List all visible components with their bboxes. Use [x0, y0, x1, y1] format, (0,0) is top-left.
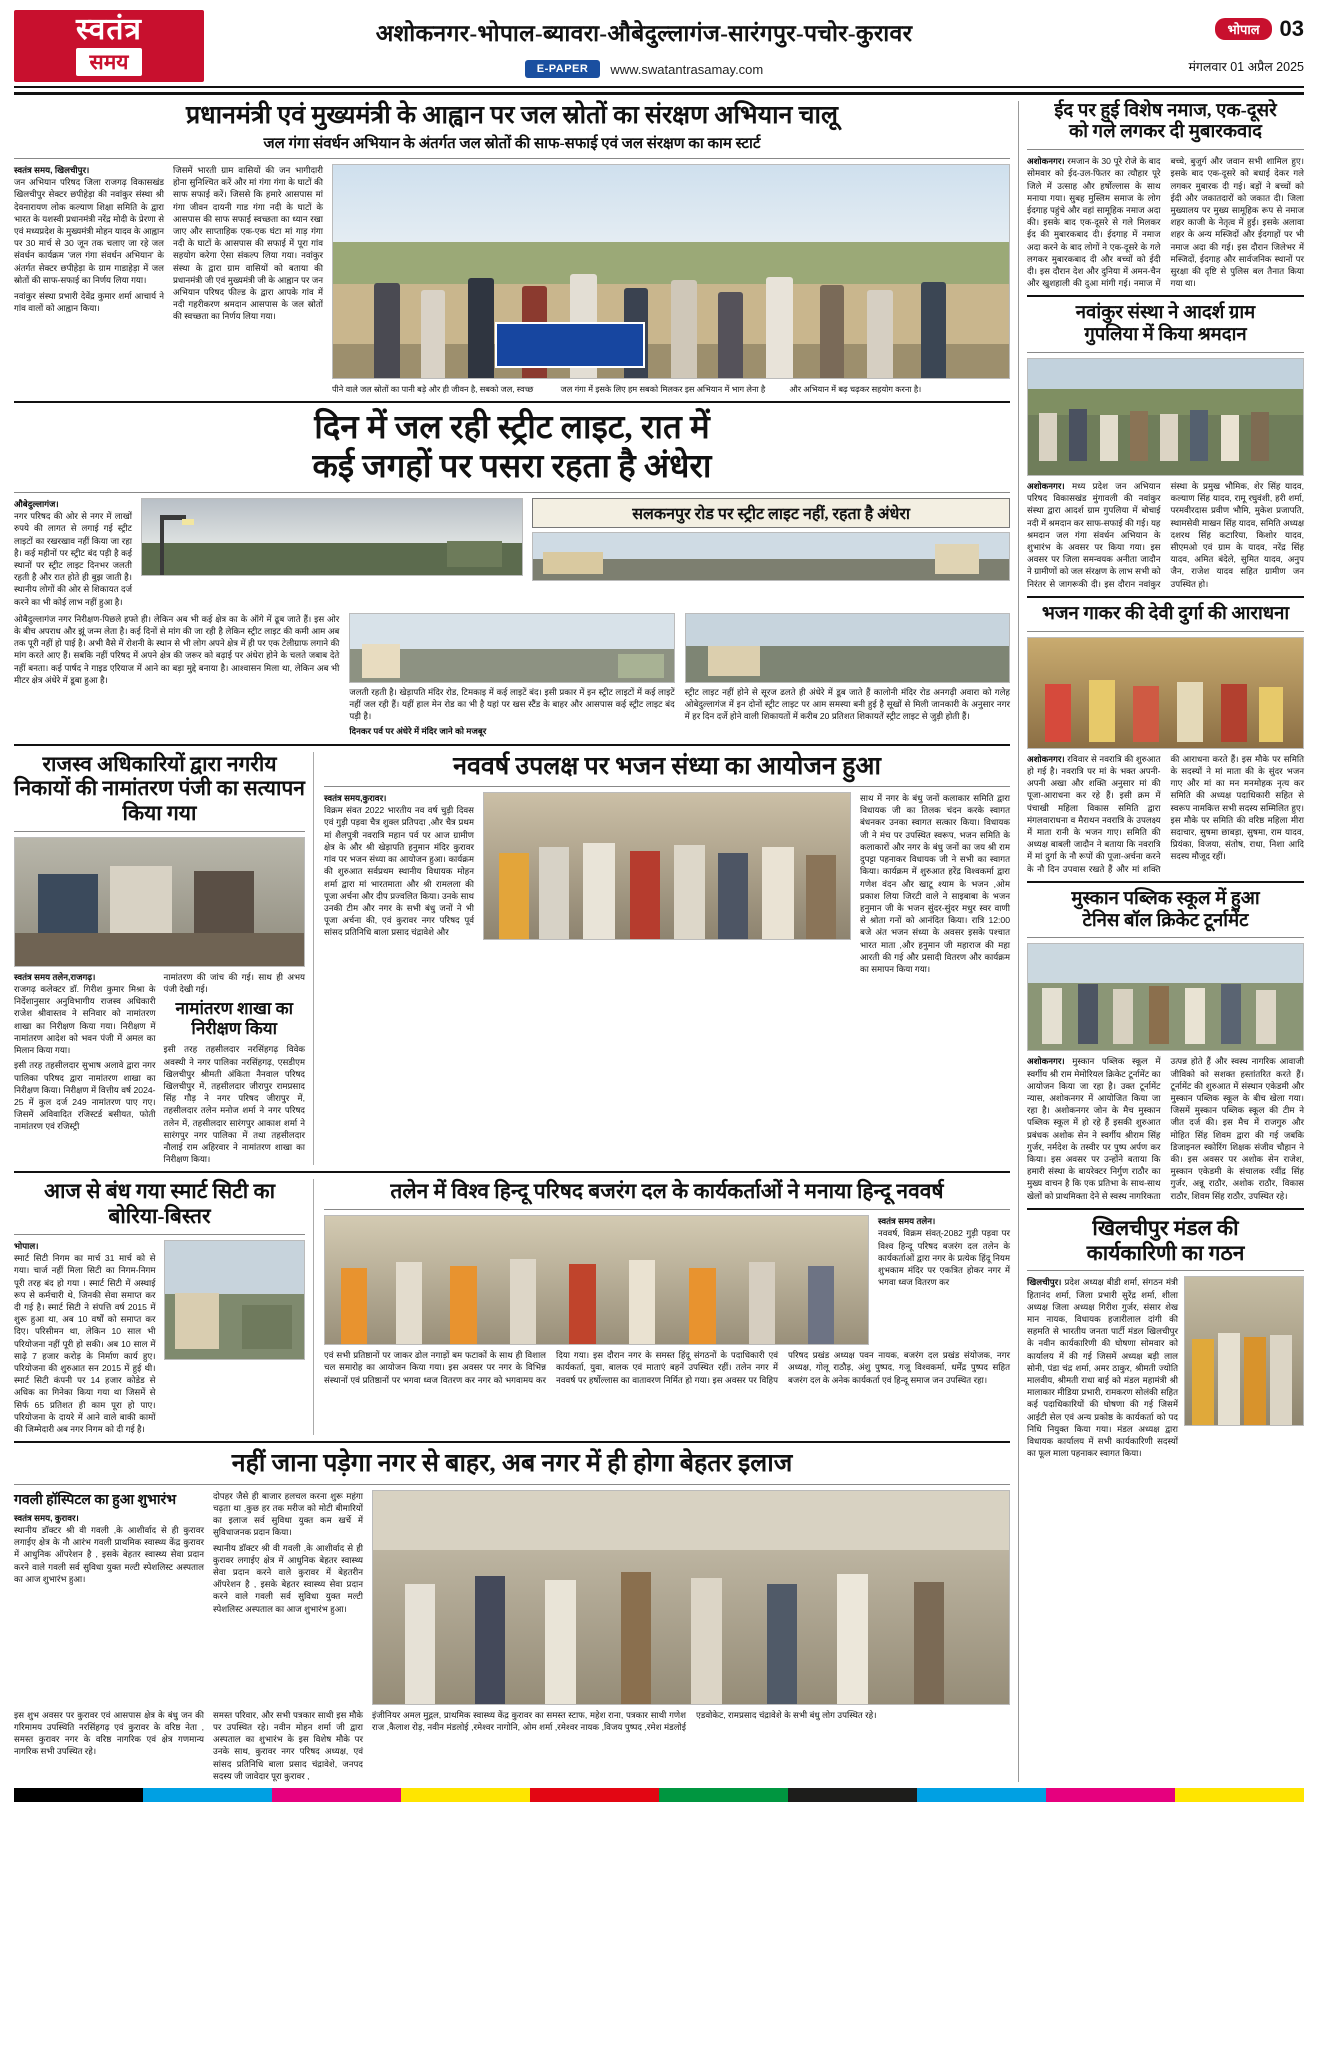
street-light-col-c: स्ट्रीट लाइट नहीं होने से सूरज ढलते ही अंधेरे में डूब जाते हैं कालोनी मंदिर रोड अनगढ़ी अवारा को गलेह ओबेदुल्लागंज में इन दोनों स्ट्रीट लाइट पर आम समस्या बनी हुई है सूखों से मिली जानकारी के अनुसार नगर में हर दिन दर्जे होने वाली शिकायतों में करीब 20 प्रतिशत शिकायतें स्ट्रीट लाइट से जुड़ी होती हैं। — [684, 686, 1010, 722]
hospital-story — [14, 1449, 1010, 1782]
revenue-dateline: स्वतंत्र समय तलेन,राजगढ़। — [14, 971, 96, 982]
durga-headline: भजन गाकर की देवी दुर्गा की आराधना — [1041, 603, 1290, 624]
main-content — [14, 101, 1010, 1782]
talen-body-1: नववर्ष, विक्रम संवत्-2082 गुड़ी पड़वा पर विश्व हिन्दू परिषद बजरंग दल तलेन के कार्यकर्ताओं द्वारा नगर के प्रत्येक हिंदू नियम शुभकाम मंदिर पर एकत्रित होकर नगर में भगवा ध्वज वितरण कर — [878, 1228, 1010, 1288]
street-light-headline-line2: कई जगहों पर पसरा रहता है अंधेरा — [312, 449, 712, 485]
khilchipur-body-text: प्रदेश अध्यक्ष बीडी शर्मा, संगठन मंत्री हितानंद शर्मा, जिला प्रभारी सुरेंद्र शर्मा, शीला अध्यक्ष जिला अध्यक्ष गिरीश गुर्जर, संसार शेख मान नायक, विधायक हजारीलाल दांगी की सहमति से भारतीय जनता पार्टी मंडल खिलचीपुर के नवीन कार्यकारिणी की घोषणा सोमवार को कार्यालय में की गई जिसमें अध्यक्ष बड़ी लाल सोनी, पंडा चंद्र शर्मा, अमर ठाकुर, श्रीमती ज्योति मालवीय, श्रीमती राधा बाई को मंडल महामंत्री श्री मालाकार मीडिया प्रभारी, रामकरण सोलंकी सहित कई पदाधिकारियों की घोषणा की गई जिसमें आईटी सेल एवं अन्य प्रकोष्ठ के कार्यकर्ता को पद निधि नियुक्त किया गया। मंडल अध्यक्ष द्वारा विधायक कार्यालय में सभी कार्यकारिणी सदस्यों का फूल माला पहनाकर स्वागत किया। — [1027, 1277, 1178, 1459]
khilchipur-headline-line2: कार्यकारिणी का गठन — [1086, 1240, 1245, 1265]
strip-dark — [788, 1788, 917, 1802]
page-body — [14, 101, 1304, 1782]
eid-body — [1027, 155, 1304, 289]
lead-caption-2: जल गंगा में इसके लिए हम सबको मिलकर इस अभियान में भाग लेना है — [560, 385, 766, 394]
bhajan-body-1: विक्रम संवत 2022 भारतीय नव वर्ष चुड़ी दिवस एवं गुड़ी पड़वा चैत्र शुक्ल प्रतिपदा ,और चैत्र प्रथम मां शैलपुत्री नवरात्रि महान पर्व पर आज ग्रामीण क्षेत्र के और श्री खेड़ापति हनुमान मंदिर कुरावर गांव पर भजन संध्या का आयोजन हुआ। कार्यक्रम की शुरुआत सर्वप्रथम स्थानीय विधायक मोहन शर्मा द्वारा मां भारतमाता और श्री रामलला की पूजा अर्चना और दीप प्रज्वलित किया। उनके साथ उनकी टीम और नगर के सभी बंधु जनों ने भी पूजा अर्चना की, एवं कुरावर नगर परिषद पूर्व सांसद प्रतिनिधि बाला प्रसाद चंद्रावेशे और — [324, 805, 474, 938]
lead-photo — [332, 164, 1010, 379]
bhajan-story — [324, 752, 1010, 1166]
street-light-headline-line1: दिन में जल रही स्ट्रीट लाइट, रात में — [314, 410, 710, 447]
talen-photo — [324, 1215, 869, 1345]
khilchipur-story — [1027, 1216, 1304, 1460]
revenue-col2-a: नामांतरण की जांच की गई। साथ ही अभय पंजी देखी गई। — [163, 971, 305, 995]
eid-headline-line2: को गले लगकर दी मुबारकवाद — [1069, 122, 1262, 143]
hospital-col-4: समस्त परिवार, और सभी पत्रकार साथी इस मौके पर उपस्थित रहे। नवीन मोहन शर्मा जी द्वारा अस्पताल का शुभारंभ के इस विशेष मौके पर उनके साथ, कुरावर नगर परिषद अध्यक्ष, एवं सांसद प्रतिनिधि बाला प्रसाद चंद्रावेशे, जनपद सदस्य जी जावेदार पूरा कुरावर , — [213, 1709, 363, 1781]
street-light-photo-4 — [685, 613, 1010, 683]
shramdan-body — [1027, 480, 1304, 590]
logo-main-text: स्वतंत्र — [75, 13, 142, 46]
cricket-dateline: अशोकनगर। — [1027, 1056, 1065, 1067]
revenue-body-1: राजगढ़ कलेक्टर डॉ. गिरीश कुमार मिश्रा के निर्देशानुसार अनुविभागीय राजस्व अधिकारी राजेश श्रीवास्तव ने सनिवार को नामांतरण शाखा का निरीक्षण किया गया। निरीक्षण में नामांतरण आदेश को भवन पंजी में अमल का मिलान किया गया। — [14, 984, 156, 1056]
talen-story — [324, 1179, 1010, 1435]
smart-city-story — [14, 1179, 314, 1435]
cricket-body — [1027, 1055, 1304, 1201]
strip-magenta — [272, 1788, 401, 1802]
hospital-photo — [372, 1490, 1010, 1705]
lower-row — [14, 1179, 1010, 1435]
city-badge: भोपाल — [1215, 18, 1271, 40]
cricket-headline-line2: टेनिस बॉल क्रिकेट टूर्नामेंट — [1082, 910, 1249, 931]
cricket-story — [1027, 889, 1304, 1202]
khilchipur-photo — [1184, 1276, 1304, 1426]
talen-body-2: एवं सभी प्रतिष्ठानों पर जाकर ढोल नगाड़ों बम फटाकों के साथ ही विशाल चल समारोह का आयोजन किया गया। इस अवसर पर नगर के विभिन्न संस्थानों एवं प्रतिष्ठानों पर भगवा ध्वज वितरण कर नगर को भगवामय कर दिया गया। इस दौरान नगर के समस्त हिंदू संगठनों के पदाधिकारी एवं कार्यकर्ता, युवा, बालक एवं माताएं बहनें उपस्थित रहीं। तलेन नगर में नववर्ष पर हर्षोल्लास का वातावरण निर्मित हो गया। इस अवसर पर विहिप परिषद प्रखंड अध्यक्ष पवन नायक, बजरंग दल प्रखंड संयोजक, नगर अध्यक्ष, गोलू राठौड़, अंशु पुष्पद, गजू विश्वकर्मा, धर्मेंद्र पुष्पद सहित बजरंग दल के अनेक कार्यकर्ता एवं हिन्दू समाज जन उपस्थित रहा। — [324, 1350, 1010, 1385]
street-light-photo-2 — [532, 532, 1010, 581]
strip-red — [530, 1788, 659, 1802]
durga-body — [1027, 753, 1304, 875]
shramdan-dateline: अशोकनगर। — [1027, 481, 1065, 492]
revenue-story — [14, 752, 314, 1166]
khilchipur-dateline: खिलचीपुर। — [1027, 1277, 1062, 1288]
strip-yellow — [401, 1788, 530, 1802]
epaper-badge[interactable]: E-PAPER — [525, 60, 601, 78]
talen-dateline: स्वतंत्र समय तलेन। — [878, 1216, 936, 1227]
street-light-col-b-sub: दिनकर पर्व पर अंधेरे में मंदिर जाने को मजबूर — [349, 726, 487, 737]
shramdan-story — [1027, 303, 1304, 589]
hospital-col-1: स्थानीय डॉक्टर श्री वी गवली ,के आशीर्वाद से ही कुरावर लगाईए क्षेत्र के नौ आरंभ गवली प्राथमिक स्वास्थ्य केंद्र कुरावर में आधुनिक ऑपरेशन है , इसके बेहतर स्वास्थ्य सेवा प्रदान करने वाले गवली सर्व सुविधा युक्त मल्टी स्पेशलिस्ट अस्पताल का आज शुभारंभ हुआ। — [14, 1524, 204, 1584]
eid-story — [1027, 101, 1304, 290]
lead-body-2: जिसमें भारती ग्राम वासियों की जन भागीदारी होना सुनिश्चित करें और मां गंगा गंगा के घाटों की साफ सफाई करें। जिससे कि हमारे आसपास मां गंगा जीवन दायनी गाड गंगा नदी के घाटों के आसपास की साफ सफाई स्वच्छता का ध्यान रखा जाए और साप्ताहिक एक-एक घंटा मां गाड़ गंगा नदी के घाटों के आसपास की सफाई में पूरा गांव सहयोग करेगा ऐसा संकल्प लिया गया। नवांकुर संस्था के द्वारा ग्राम वासियों को बताया की प्रधानमंत्री जी एवं मुख्यमंत्री जी के आह्वान पर जन अभियान परिषद फील्ड के द्वारा आपके गांव में नदी गहरीकरण श्रमदान आसपास के जल स्रोतों की स्वच्छता का निर्णय लिया गया। — [173, 165, 323, 322]
strip-green — [659, 1788, 788, 1802]
masthead — [14, 10, 1304, 88]
website-url[interactable]: www.swatantrasamay.com — [610, 61, 764, 77]
street-light-photo — [141, 498, 523, 576]
shramdan-photo — [1027, 358, 1304, 476]
mid-row — [14, 752, 1010, 1166]
strip-cyan — [143, 1788, 272, 1802]
shramdan-body-text: मध्य प्रदेश जन अभियान परिषद विकासखंड मुंगावली की नवांकुर संस्था द्वारा आदर्श ग्राम गुपलिया में बोचाई नदी में श्रमदान कर साफ-सफाई की गई। यह श्रमदान जल गंगा संवर्धन अभियान के शुभारंभ के अवसर पर किया गया। इस अवसर पर जिला समन्वयक अनीता जादौन ने ग्रामीणों को जल संरक्षण के लाभ सभी को निरंतर से जागरूकी दी। इस दौरान नवांकुर संस्था के प्रमुख भौमिक, शेर सिंह यादव, कल्याण सिंह यादव, रामू रघुवंशी, हरी शर्मा, परमवीरदास प्रवीण भौमि, मुकेश प्रजापति, स्थामसेवी माखन सिंह यादव, समिति अध्यक्ष दशरथ सिंह कटारिया, किशोर यादव, सीएमओ एवं ग्राम के यादव, नरेंद्र सिंह यादव, अमित बंदेले, सुमित यादव, अनुप जैन, राजेश यादव सहित ग्रामीण जन उपस्थित हो। — [1027, 481, 1304, 589]
right-sidebar — [1018, 101, 1304, 1782]
street-light-story — [14, 409, 1010, 738]
cricket-body-text: मुस्कान पब्लिक स्कूल में स्वर्गीय श्री राम मेमोरियल क्रिकेट टूर्नामेंट का आयोजन किया जा रहा है। उक्त टूर्नामेंट न्यास, अशोकनगर में आयोजित किया जा रहा है। अशोकनगर जोन के मैच मुस्कान पब्लिक स्कूल में हो रहे हैं इसकी शुरुआत प्रबंधक अशोक सेन ने स्वर्गीय श्रीराम सिंह गुर्जर, नर्मदेश के तस्वीर पर पुष्प अर्पण कर किया। इस अवसर पर उन्होंने बताया कि हमारी संस्था के बायरेक्टर निर्गुण राठौर का मुख्य वाचन है कि एक प्रतिभा के साथ-साथ खेलों को प्राथमिक्ता देने से स्वस्थ नागरिकता उत्पन्न होते हैं और स्वस्थ नागरिक आवाजी जीविको को सशक्त हस्तांतरित करते हैं। टूर्नामेंट की शुरुआत में संस्थान एकेडमी और मुस्कान पब्लिक स्कूल के बीच खेला गया। जिसमें मुस्कान पब्लिक स्कूल की टीम ने जीत दर्ज की। इस मैच में राजगुरु और मोहित सिंह शिवम द्वारा की गई जबकि डिजाइनल स्कोरिंग शिक्षक संजीव चौहान ने की। इस अवसर पर अशोक सेन राजेश, मुस्कान एकेडमी के संचालक रवींद्र सिंह गुर्जर, अन्नू राठौर, अशोक राठौर, विकास राठौर, शिवम सिंह राठौर, उपस्थित रहे। — [1027, 1056, 1304, 1201]
revenue-col2-b: इसी तरह तहसीलदार नरसिंहगढ़ विवेक अवस्थी ने नगर पालिका नरसिंहगढ़, एसडीएम खिलचीपुर श्रीमती अंकिता नैनवाल परिषद खिलचीपुर में, तहसीलदार जीरापुर रामप्रसाद सिंह गौड़ ने नगर परिषद जीरापुर में, तहसीलदार तलेन मनोज शर्मा ने नगर परिषद तलेन में, तहसीलदार सारंगपुर आकाश शर्मा ने सारंगपुर नगर पालिका में तथा तहसीलदार नौलाई राम अहिरवार ने नामांतरण शाखा का निरीक्षण किया। — [163, 1044, 305, 1165]
strip-yellow-2 — [1175, 1788, 1304, 1802]
lead-body-1: जन अभियान परिषद जिला राजगढ़ विकासखंड खिलचीपुर सेक्टर छपीहेड़ा की नवांकुर संस्था श्री देवनारायण लोक कल्याण शिक्षा समिति के द्वारा भारत के यशस्वी प्रधानमंत्री नरेंद्र मोदी के प्रेरणा से एवं मध्यप्रदेश के मुख्यमंत्री मोहन यादव के आह्वान पर 30 मार्च से 30 जून तक चलाए जा रहे जल संवर्धन कार्यक्रम 'जल गंगा संवर्धन अभियान' के अंतर्गत सेक्टर छपीहेड़ा के ग्राम गाडाहेड़ा में जल स्रोतों की साफ-सफाई का निर्णय लिया गया। — [14, 177, 164, 285]
street-light-dateline: औबेदुल्लागंज। — [14, 498, 59, 509]
color-registration-strip — [14, 1788, 1304, 1802]
durga-body-text: रविवार से नवरात्रि की शुरुआत हो गई है। नवरात्रि पर मां के भक्त अपनी-अपनी अखा और शक्ति अनुसार मां की पूजा-आराधना कर रहे हैं। इसी क्रम में पंचाखी महिला विकास समिति द्वारा मंगलवाराधना व मैराथन नवरात्रि के उपलक्ष्य में माता रानी के भजन गाए। समिति की अध्यक्ष बाबली जादौन ने बताया कि नवरात्रि में मां दुर्गा के नौ रूपों की पूजा-अर्चना करने के नौ दिन उपवास रखते हैं और मां शक्ति की आराधना करते हैं। इस मौके पर समिति के सदस्यों ने मां माता की के सुंदर भजन गाए और मां का मन मनमोहक नृत्य कर समिति की अध्यक्ष पदाधिकारी सहित से स्वरूप नामकित्त सभी सदस्य सम्मिलित हुए। इस मौके पर समिति की वरिष्ठ महिला मीरा सदाचार, सुषमा छाबड़ा, सुषमा, राम यादव, प्रियंका, विजया, संतोष, राधा, निशा आदि सदस्य मौजूद रहीं। — [1027, 753, 1304, 874]
smart-city-dateline: भोपाल। — [14, 1240, 39, 1251]
revenue-photo — [14, 837, 305, 967]
hospital-subhead: गवली हॉस्पिटल का हुआ शुभारंभ — [14, 1492, 177, 1508]
lead-caption-1: पीने वाले जल स्रोतों का पानी बड़े और ही जीवन है, सबको जल, स्वच्छ — [332, 385, 534, 394]
cricket-headline-line1: मुस्कान पब्लिक स्कूल में हुआ — [1071, 888, 1260, 909]
street-light-photo-3 — [349, 613, 674, 683]
newspaper-logo — [14, 10, 204, 82]
smart-city-photo — [164, 1240, 306, 1360]
hospital-headline: नहीं जाना पड़ेगा नगर से बाहर, अब नगर में ही होगा बेहतर इलाज — [231, 1450, 793, 1478]
bhajan-dateline: स्वतंत्र समय,कुरावर। — [324, 793, 387, 804]
bhajan-photo — [483, 792, 851, 940]
strip-black — [14, 1788, 143, 1802]
eid-body-text: रमजान के 30 पूरे रोजे के बाद सोमवार को ईद-उल-फितर का त्यौहार पूरे जिले में उत्साह और हर्षोल्लास के साथ मनाया गया। सुबह मुस्लिम समाज के लोग ईदगाह पहुंचे और वहां सामूहिक नमाज अदा की। इसके बाद एक-दूसरे से गले मिलकर ईद की मुबारकबाद दी। ईदगाह में नमाज अदा करने के बाद लोगों ने एक-दूसरे के गले लगकर मुबारकबाद दी और बच्चों को ईदी दी। इस दौरान देश और दुनिया में अमन-चैन और खुशहाली की दुआ मांगी गई। नमाज में बच्चे, बुजुर्ग और जवान सभी शामिल हुए। इसके बाद एक-दूसरे को बधाई देकर गले लगकर मुबारक दी गई। बड़ों ने बच्चों को ईदी और जकातदारों को जकात दी। जिला मुख्यालय पर मुख्य सामूहिक रूप से नमाज शहर काजी के नेतृत्व में हुई। इसके अलावा शहर के अन्य मस्जिदों और ईदगाहों पर भी नमाज अदा की गई। इस दौरान जिलेभर में मस्जिदों, ईदगाह और सार्वजनिक स्थानों पर सुरक्षा की दृष्टि से पुलिस बल तैनात किया गया था। — [1027, 156, 1304, 289]
page-number: 03 — [1279, 16, 1304, 41]
talen-headline: तलेन में विश्व हिन्दू परिषद बजरंग दल के कार्यकर्ताओं ने मनाया हिन्दू नववर्ष — [390, 1179, 944, 1204]
shramdan-headline-line1: नवांकुर संस्था ने आदर्श ग्राम — [1075, 303, 1256, 324]
shramdan-headline-line2: गुपलिया में किया श्रमदान — [1084, 325, 1247, 346]
epaper-strip — [214, 60, 1074, 78]
masthead-rule — [14, 92, 1304, 95]
hospital-col-2b: स्थानीय डॉक्टर श्री वी गवली ,के आशीर्वाद से ही कुरावर लगाईए क्षेत्र में आधुनिक बेहतर स्वास्थ्य सेवा प्रदान करने वाले कुरावर में बेहतरीन ऑपरेशन है , इसके बेहतर स्वास्थ्य सेवा प्रदान करने वाले गवली सर्व सुविधा युक्त मल्टी स्पेशलिस्ट अस्पताल का आज शुभारंभ हुआ। — [213, 1542, 363, 1614]
street-light-col-b: जलती रहती है। खेड़ापति मंदिर रोड, टिमकाइ में कई लाइटें बंद। इसी प्रकार में इन स्ट्रीट लाइटों में कई लाइटें नहीं जल रही हैं। यहीं हाल मेन रोड का भी है यहां पर खस स्टैंड के बाहर और आसपास कई स्ट्रीट लाइट बंद पड़ी है। — [349, 686, 675, 722]
durga-story — [1027, 604, 1304, 875]
lead-headline: प्रधानमंत्री एवं मुख्यमंत्री के आह्वान पर जल स्रोतों का संरक्षण अभियान चालू — [185, 101, 838, 129]
street-light-sub-banner: सलकनपुर रोड पर स्ट्रीट लाइट नहीं, रहता है अंधेरा — [532, 498, 1010, 528]
revenue-subhead: नामांतरण शाखा का निरीक्षण किया — [175, 999, 294, 1039]
lead-subhead: जल गंगा संवर्धन अभियान के अंतर्गत जल स्रोतों की साफ-सफाई एवं जल संरक्षण का काम स्टार्ट — [263, 136, 761, 152]
street-light-intro: नगर परिषद की ओर से नगर में लाखों रुपये की लागत से लगाई गई स्ट्रीट लाइटों का रखरखाव नहीं किया जा रहा है। कई महीनों पर स्ट्रीट बंद पड़ी है कई स्थानों पर स्ट्रीट लाइट दिनभर जलती रहती है और रात होते ही बुझ जाती है। स्थानीय लोगों की ओर से शिकायत दर्ज करने का भी कोई लाभ नहीं हुआ है। — [14, 511, 132, 607]
logo-sub-text: समय — [76, 48, 143, 76]
strip-magenta-2 — [1046, 1788, 1175, 1802]
durga-dateline: अशोकनगर। — [1027, 753, 1065, 764]
revenue-headline: राजस्व अधिकारियों द्वारा नगरीय निकायों की नामांतरण पंजी का सत्यापन किया गया — [14, 751, 305, 826]
smart-city-headline: आज से बंध गया स्मार्ट सिटी का बोरिया-बिस्तर — [43, 1179, 276, 1229]
lead-caption-3: और अभियान में बढ़ चढ़कर सहयोग करना है। — [789, 385, 922, 394]
revenue-body-2: इसी तरह तहसीलदार सुभाष अलावे द्वारा नगर पालिका परिषद द्वारा नामांतरण शाखा का निरीक्षण किया। निरीक्षण में वित्तीय वर्ष 2024-25 में कुल दर्ज 249 नामांतरण पाए गए। जिसमें अविवादित रजिस्टर्ड बसीयत, फोती नामांतरण एवं रजिस्ट्री — [14, 1060, 156, 1132]
bhajan-body-2: साथ में नगर के बंधु जनों कलाकार समिति द्वारा विधायक जी का तिलक चंदन करके स्वागत बंधनकर उनका स्वागत सत्कार किया। विधायक जी ने मंच पर उपस्थित स्वरूप, भजन समिति के कलाकारों और नगर के बंधु जनों का जय श्री राम दुपट्टा पहनाकर विधायक जी ने सभी का स्वागत किया। कार्यक्रम में शुरुआत हरेंद्र विश्वकर्मा द्वारा गणेश वंदन और खाटू श्याम के भजन ,ओम प्रकाश लिया जिरटी वाले ने साइबाबा के भजन हनुमान जी के भजन सुंदर-सुंदर मधुर स्वर वाणी से श्रोता गनों को आनंदित किया। रात्रि 12:00 बजे अंत भजन संध्या के अवसर इसके पश्चात भारत माता ,और हनुमान जी महाराज की महा आरती की गई और प्रसादी वितरण और कार्यक्रम का समापन किया गया। — [860, 793, 1010, 974]
khilchipur-body — [1027, 1276, 1178, 1459]
hospital-col-3: इस शुभ अवसर पर कुरावर एवं आसपास क्षेत्र के बंधु जन की गरिमामय उपस्थिति नरसिंहगढ़ एवं कुरावर के वरिष्ठ नेता , समस्त कुरावर नगर के वरिष्ठ नागरिक एवं क्षेत्र गणमान्य नागरिक सभी उपस्थित रहे। — [14, 1709, 204, 1757]
eid-headline-line1: ईद पर हुई विशेष नमाज, एक-दूसरे — [1054, 100, 1277, 121]
smart-city-body: स्मार्ट सिटी निगम का मार्च 31 मार्च को से गया। चार्ज नहीं मिला सिटी का निगम-निगम पूरी तरह बंद हो गया । स्मार्ट सिटी में अस्थाई रूप से कर्मचारी थे, जिनकी सेवा समाप्त कर दी गई है। स्मार्ट सिटी ने संपत्ति वर्ष 2015 में शुरू हुआ था, अब 10 वर्षों को समाप्त कर दिए। परिसीमन था, लेकिन 10 साल भी परियोजना नहीं पूरी हो सकी। अब 10 साल में साढ़े 7 हजार करोड़ के निर्माण कार्य हुए। परियोजना की शुरुआत सन 2015 में हुई थी। स्मार्ट सिटी कंपनी पर 14 हजार कोडेड से अधिक का गिनेका किया गया था जिसमें से सिर्फ 65 प्रतिशत ही काम पूरा हो पाए। परियोजना के दायरे में आने वाले बाकी कामों की जिम्मेदारी अब नगर निगम को दी गई है। — [14, 1253, 156, 1434]
edition-places: अशोकनगर-भोपाल-ब्यावरा-औबेदुल्लागंज-सारंगपुर-पचोर-कुरावर — [375, 21, 913, 46]
hospital-col-2: दोपहर जैसे ही बाजार हलचल करना शुरू महंगा चढ़ता था ,कुछ हर तक मरीज को मोटी बीमारियों का इलाज सर्व सुविधा युक्त कम खर्चे में सुविधाजनक प्रदान किया। — [213, 1490, 363, 1538]
hospital-col-5: इंजीनियर अमल मुद्गल, प्राथमिक स्वास्थ्य केंद्र कुरावर का समस्त स्टाफ, महेश राना, पत्रकार साथी गणेश राज ,कैलाश रोड़, नवीन मंडलोई ,रमेश्वर नागोनि, ओम शर्मा ,रमेश्वर नायक ,विजय पुष्पद ,रमेश मंडलोई एडवोकेट, रामप्रसाद चंद्रावेशे के सभी बंधु लोग उपस्थित रहे। — [372, 1709, 877, 1732]
strip-cyan-2 — [917, 1788, 1046, 1802]
masthead-center — [204, 10, 1084, 82]
lead-body-3: नवांकुर संस्था प्रभारी देवेंद्र कुमार शर्मा आचार्य ने गांव वालों को आह्वान किया। — [14, 291, 164, 314]
masthead-right — [1084, 10, 1304, 82]
lead-story — [14, 101, 1010, 396]
lead-dateline: स्वतंत्र समय, खिलचीपुर। — [14, 165, 90, 175]
cricket-photo — [1027, 943, 1304, 1051]
hospital-dateline: स्वतंत्र समय, कुरावर। — [14, 1512, 79, 1523]
durga-photo — [1027, 637, 1304, 749]
issue-date: मंगलवार 01 अप्रैल 2025 — [1188, 60, 1304, 74]
bhajan-headline: नववर्ष उपलक्ष पर भजन संध्या का आयोजन हुआ — [453, 752, 881, 780]
city-page-row — [1084, 16, 1304, 42]
eid-dateline: अशोकनगर। — [1027, 156, 1065, 167]
khilchipur-headline-line1: खिलचीपुर मंडल की — [1092, 1215, 1239, 1240]
street-light-col-a: ओबैदुल्लागंज नगर निरीक्षण-पिछले हफ्ते ही। लेकिन अब भी कई क्षेत्र का के ऑगे में ढूब जाते हैं। इस ओर के बीच अपराध और झूं जन्म लेता है। कई दिनों से मांग की जा रही है लेकिन स्ट्रीट लाइट की कमी आम अब तक पूरी नहीं हो पाई है। अभी वैसे में रोशनी के स्थान से भी लोग अपने क्षेत्र में ही पर एक टेलीग्राफ लगाने की मांग करते आए हैं। सबकि नहीं परिषद में अपने क्षेत्र की जरूर को बढ़ाई पर अंधेरा होने के चलते जबाब देते नहीं बनता। कई पार्षद ने गाइड एरियाज में आने का बड़ा मुद्दे बनाया है। आश्वासन मिला था, लेकिन अब भी मीटर क्षेत्र अंधेरे में डूबा हुआ है। — [14, 613, 340, 685]
